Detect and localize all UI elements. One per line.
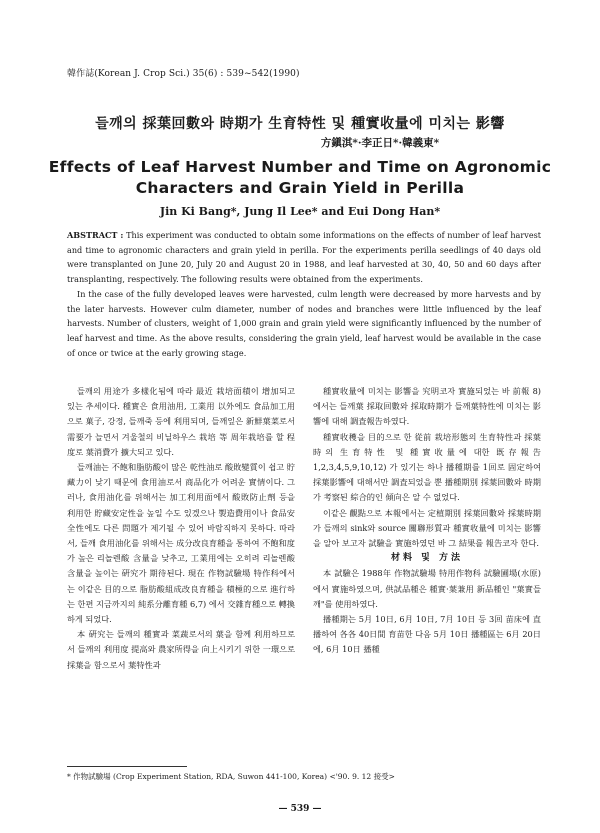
- body-paragraph: 本 試驗은 1988年 作物試驗場 特用作物科 試驗圃場(水原)에서 實施하였으며, 供試品種은 種實·葉兼用 新品種인 "葉實들깨"를 使用하였다.: [313, 568, 541, 609]
- section-heading-materials-methods: 材料 및 方法: [391, 553, 463, 564]
- korean-title: 들깨의 採葉回數와 時期가 生育特性 및 種實收量에 미치는 影響: [95, 116, 505, 132]
- footnote: * 作物試驗場 (Crop Experiment Station, RDA, Suwon 441-100, Korea) <'90. 9. 12 接受>: [67, 772, 395, 781]
- body-paragraph: 本 硏究는 들깨의 種實과 菜蔬로서의 葉을 함께 利用하므로서 들깨의 利用度 提高와 農家所得을 向上시키기 위한 一環으로 採葉을 함으로서 葉特性과: [67, 629, 295, 670]
- body-paragraph: 種實收量에 미치는 影響을 究明코자 實施되었는 바 前報 8) 에서는 들깨葉 採取回數와 採取時期가 들깨葉特性에 미치는 影響에 대해 調査報告하였다.: [313, 386, 541, 427]
- footnote-divider: [67, 766, 187, 767]
- abstract-paragraph-1: [67, 228, 541, 287]
- body-right-column: [313, 384, 541, 658]
- body-paragraph: 이같은 觀點으로 本報에서는 定植期別 採葉回數와 採葉時期가 들깨의 sink와 source 關聯形質과 種實收量에 미치는 影響을 알아 보고자 試驗을 實施하였던 바 그 結果를 報告코자 한다.: [313, 507, 541, 549]
- korean-authors: 方鎭淇*·李正日*·韓義東*: [320, 137, 440, 149]
- journal-reference: 韓作誌(Korean J. Crop Sci.) 35(6) : 539~542(1990): [67, 69, 300, 79]
- abstract-label: ABSTRACT :: [67, 230, 124, 240]
- body-paragraph: 種實收穫을 目的으로 한 從前 栽培形態의 生育特性과 採葉時의 生育特性 및 種實收量에 대한 既存報告 1,2,3,4,5,9,10,12) 가 있기는 하나 播種期를 1回로 固定하여 採葉影響에 대해서만 調査되었을 뿐 播種期別 採葉回數와 時期가 考察된 綜合的인 傾向은 알 수 없었다.: [313, 431, 541, 503]
- abstract: [67, 228, 541, 360]
- abstract-text-1: This experiment was conducted to obtain some informations on the effects of number of leaf harvest and time to agronomic characters and grain yield in perilla. For the experiments perilla seedlings of 40 days old were transplanted on June 20, July 20 and August 20 in 1988, and leaf harvested at 30, 40, 50 and 60 days after transplanting, respectively. The following results were obtained from the experiments.: [67, 230, 542, 285]
- body-paragraph: 播種期는 5月 10日, 6月 10日, 7月 10日 등 3回 苗床에 直播하여 各各 40日間 育苗한 다음 5月 10日 播種區는 6月 20日에, 6月 10日 播種: [313, 614, 541, 655]
- english-title-line-1: Effects of Leaf Harvest Number and Time on Agronomic: [48, 158, 552, 176]
- body-left-column: [67, 384, 295, 673]
- english-authors: Jin Ki Bang*, Jung Il Lee* and Eui Dong Han*: [159, 205, 441, 218]
- body-paragraph: 들깨의 用途가 多樣化됨에 따라 最近 栽培面積이 增加되고 있는 추세이다. 種實은 食用油用, 工業用 以外에도 食品加工用으로 菓子, 강정, 들깨죽 등에 利用되며, 들깨잎은 新鮮葉菜로서 需要가 늘면서 겨울철의 비닐하우스 栽培 等 周年栽培를 할 程度로 葉消費가 擴大되고 있다.: [67, 386, 295, 457]
- english-title-line-2: Characters and Grain Yield in Perilla: [135, 179, 465, 197]
- page-number: — 539 —: [278, 804, 322, 814]
- english-title: [0, 157, 600, 199]
- body-paragraph: 들깨油는 不飽和脂肪酸이 많은 乾性油로 酸敗變質이 쉽고 貯藏力이 낮기 때문에 食用油로서 商品化가 어려운 實情이다. 그러나, 食用油化를 위해서는 加工利用面에서 酸敗防止劑 등을 利用한 貯藏安定性을 높일 수도 있겠으나 製造費用이나 食品安全性에도 다른 問題가 제기될 수 있어 바람직하지 못하다. 따라서, 들깨 食用油化를 위해서는 成分改良育種을 통하여 不飽和度가 높은 리놀렌酸 含量을 낮추고, 工業用에는 오히려 리놀렌酸 含量을 높이는 硏究가 期待된다. 現在 作物試驗場 特作科에서는 이같은 目的으로 脂肪酸組成改良育種을 積極的으로 進行하는 한편 지금까지의 純系分離育種 6,7) 에서 交雜育種으로 轉換하게 되었다.: [67, 462, 295, 625]
- abstract-paragraph-2: In the case of the fully developed leaves were harvested, culm length were decreased by more harvests and by the later harvests. However culm diameter, number of nodes and branches were little influenced by the leaf harvests. Number of clusters, weight of 1,000 grain and grain yield were significantly influenced by the number of leaf harvest and time. As the above results, considering the grain yield, leaf harvest would be available in the case of once or twice at the early growing stage.: [67, 288, 541, 358]
